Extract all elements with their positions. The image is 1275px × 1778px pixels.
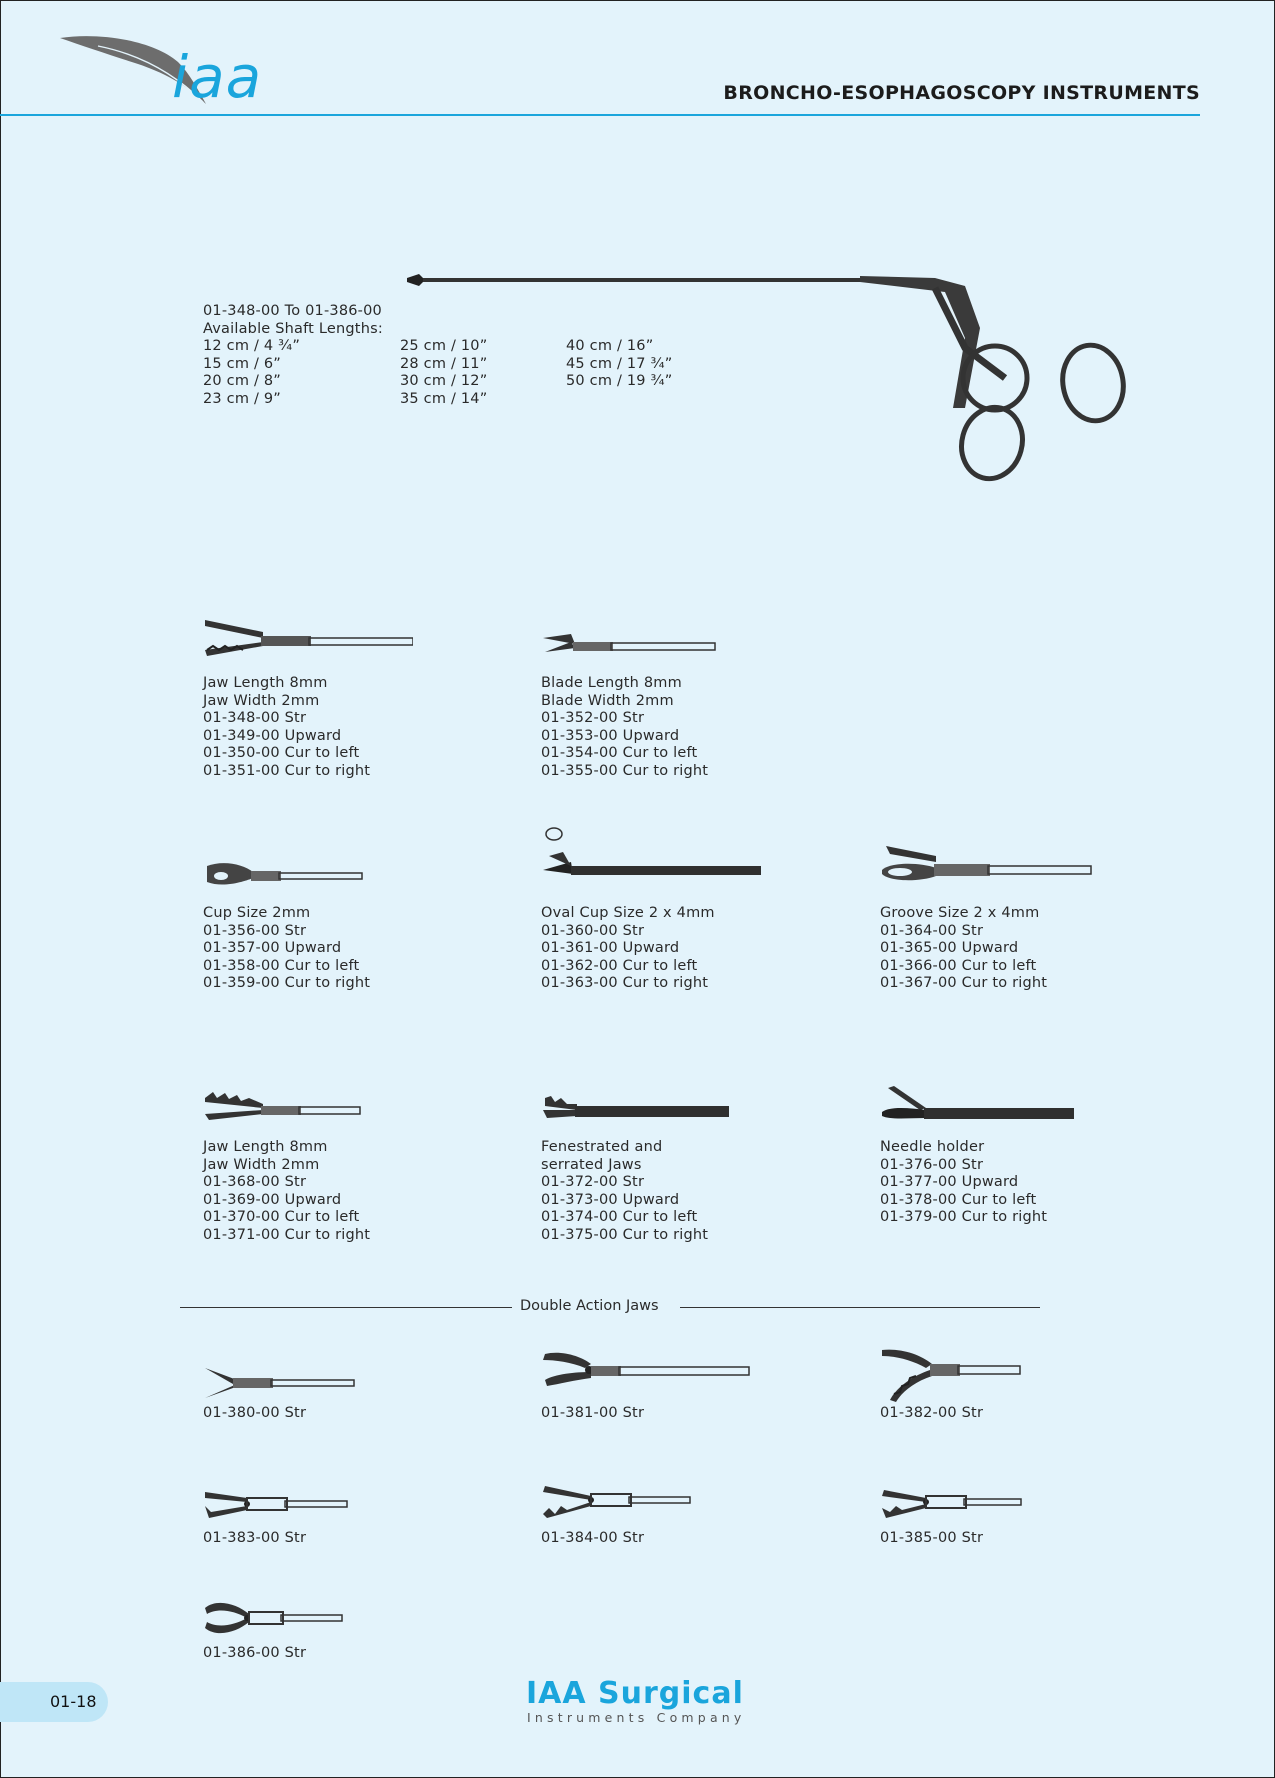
code-line: 01-372-00 Str xyxy=(541,1174,645,1190)
spec-line: serrated Jaws xyxy=(541,1156,642,1173)
lengths-column-2 xyxy=(400,338,487,408)
double-action-jaw-illustration xyxy=(880,1348,1022,1402)
double-action-jaw-illustration xyxy=(203,1488,348,1520)
spec-line: Groove Size 2 x 4mm xyxy=(880,905,1040,921)
length-item: 28 cm / 11” xyxy=(400,355,488,372)
code-line: 01-370-00 Cur to left xyxy=(203,1209,360,1225)
item-f-text xyxy=(203,1139,370,1244)
spec-line: Jaw Length 8mm xyxy=(203,675,328,691)
spec-line: Jaw Length 8mm xyxy=(203,1139,328,1155)
lengths-column-1 xyxy=(203,338,300,408)
code-line: 01-374-00 Cur to left xyxy=(541,1209,698,1225)
spec-line: Oval Cup Size 2 x 4mm xyxy=(541,905,715,921)
spec-line: Fenestrated and xyxy=(541,1139,663,1155)
item-a-text xyxy=(203,675,370,780)
code-line: 01-378-00 Cur to left xyxy=(880,1191,1037,1208)
page-title: BRONCHO-ESOPHAGOSCOPY INSTRUMENTS xyxy=(723,82,1200,104)
length-item: 40 cm / 16” xyxy=(566,338,654,354)
spec-line: Blade Length 8mm xyxy=(541,675,682,691)
spec-line: Jaw Width 2mm xyxy=(203,1156,320,1173)
double-action-jaw-illustration xyxy=(541,1484,691,1520)
code-line: 01-379-00 Cur to right xyxy=(880,1209,1048,1225)
header-rule xyxy=(0,114,1200,116)
code-line: 01-348-00 Str xyxy=(203,710,307,726)
length-item: 35 cm / 14” xyxy=(400,390,488,407)
lengths-column-3 xyxy=(566,338,673,391)
page-number: 01-18 xyxy=(50,1692,97,1711)
code-line: 01-349-00 Upward xyxy=(203,727,342,744)
item-b-text xyxy=(541,675,708,780)
item-c-text xyxy=(203,905,370,993)
code-line: 01-362-00 Cur to left xyxy=(541,957,698,974)
code-line: 01-356-00 Str xyxy=(203,922,307,939)
spec-line: Cup Size 2mm xyxy=(203,905,311,921)
length-item: 15 cm / 6” xyxy=(203,355,281,372)
item-d-text xyxy=(541,905,715,993)
divider-right xyxy=(680,1307,1040,1308)
serrated-jaw-tip-illustration xyxy=(203,1090,361,1124)
code-382: 01-382-00 Str xyxy=(880,1405,984,1421)
code-line: 01-357-00 Upward xyxy=(203,940,342,956)
length-item: 30 cm / 12” xyxy=(400,373,488,389)
code-381: 01-381-00 Str xyxy=(541,1405,645,1421)
fenestrated-jaw-tip-illustration xyxy=(541,1094,731,1124)
logo-text: iaa xyxy=(172,43,263,111)
code-line: 01-363-00 Cur to right xyxy=(541,975,709,991)
code-386: 01-386-00 Str xyxy=(203,1645,307,1661)
needle-holder-tip-illustration xyxy=(880,1086,1076,1124)
brand-name: IAA Surgical xyxy=(526,1676,744,1711)
double-action-jaw-illustration xyxy=(880,1486,1022,1520)
code-line: 01-351-00 Cur to right xyxy=(203,762,371,779)
code-line: 01-365-00 Upward xyxy=(880,940,1019,956)
divider-left xyxy=(180,1307,512,1308)
length-item: 23 cm / 9” xyxy=(203,390,281,407)
spec-line: Jaw Width 2mm xyxy=(203,692,320,709)
length-item: 12 cm / 4 ¾” xyxy=(203,338,301,354)
length-item: 25 cm / 10” xyxy=(400,338,488,354)
double-action-label: Double Action Jaws xyxy=(520,1298,659,1314)
cup-tip-illustration xyxy=(203,860,363,890)
double-action-jaw-illustration xyxy=(203,1366,355,1400)
length-item: 50 cm / 19 ¾” xyxy=(566,373,673,389)
code-385: 01-385-00 Str xyxy=(880,1530,984,1546)
item-h-text xyxy=(880,1139,1047,1227)
main-forceps-illustration xyxy=(405,268,1180,498)
length-item: 20 cm / 8” xyxy=(203,373,281,389)
code-line: 01-377-00 Upward xyxy=(880,1174,1019,1190)
code-line: 01-350-00 Cur to left xyxy=(203,745,360,761)
code-line: 01-364-00 Str xyxy=(880,922,984,939)
code-line: 01-353-00 Upward xyxy=(541,727,680,744)
code-line: 01-373-00 Upward xyxy=(541,1191,680,1208)
groove-tip-illustration xyxy=(880,844,1092,886)
code-384: 01-384-00 Str xyxy=(541,1530,645,1546)
spec-line: Blade Width 2mm xyxy=(541,692,674,709)
shaft-lengths-range xyxy=(203,303,383,338)
code-line: 01-355-00 Cur to right xyxy=(541,762,709,779)
length-item: 45 cm / 17 ¾” xyxy=(566,355,673,372)
double-action-jaw-illustration xyxy=(203,1600,343,1638)
jaw-tip-illustration xyxy=(203,618,413,658)
code-line: 01-354-00 Cur to left xyxy=(541,745,698,761)
spec-line: Needle holder xyxy=(880,1139,985,1155)
code-383: 01-383-00 Str xyxy=(203,1530,307,1546)
code-line: 01-367-00 Cur to right xyxy=(880,975,1048,991)
lengths-title: Available Shaft Lengths: xyxy=(203,320,383,337)
code-line: 01-358-00 Cur to left xyxy=(203,957,360,974)
item-g-text xyxy=(541,1139,708,1244)
code-line: 01-376-00 Str xyxy=(880,1156,984,1173)
code-line: 01-371-00 Cur to right xyxy=(203,1226,371,1243)
oval-cup-tip-illustration xyxy=(541,826,763,888)
code-line: 01-360-00 Str xyxy=(541,922,645,939)
code-line: 01-368-00 Str xyxy=(203,1174,307,1190)
double-action-jaw-illustration xyxy=(541,1350,751,1390)
range-label: 01-348-00 To 01-386-00 xyxy=(203,303,382,319)
code-line: 01-359-00 Cur to right xyxy=(203,975,371,991)
code-line: 01-361-00 Upward xyxy=(541,940,680,956)
brand-subtitle: Instruments Company xyxy=(527,1710,746,1725)
code-line: 01-366-00 Cur to left xyxy=(880,957,1037,974)
code-line: 01-375-00 Cur to right xyxy=(541,1226,709,1243)
item-e-text xyxy=(880,905,1047,993)
blade-tip-illustration xyxy=(541,630,716,660)
code-line: 01-352-00 Str xyxy=(541,710,645,726)
code-380: 01-380-00 Str xyxy=(203,1405,307,1421)
code-line: 01-369-00 Upward xyxy=(203,1191,342,1208)
